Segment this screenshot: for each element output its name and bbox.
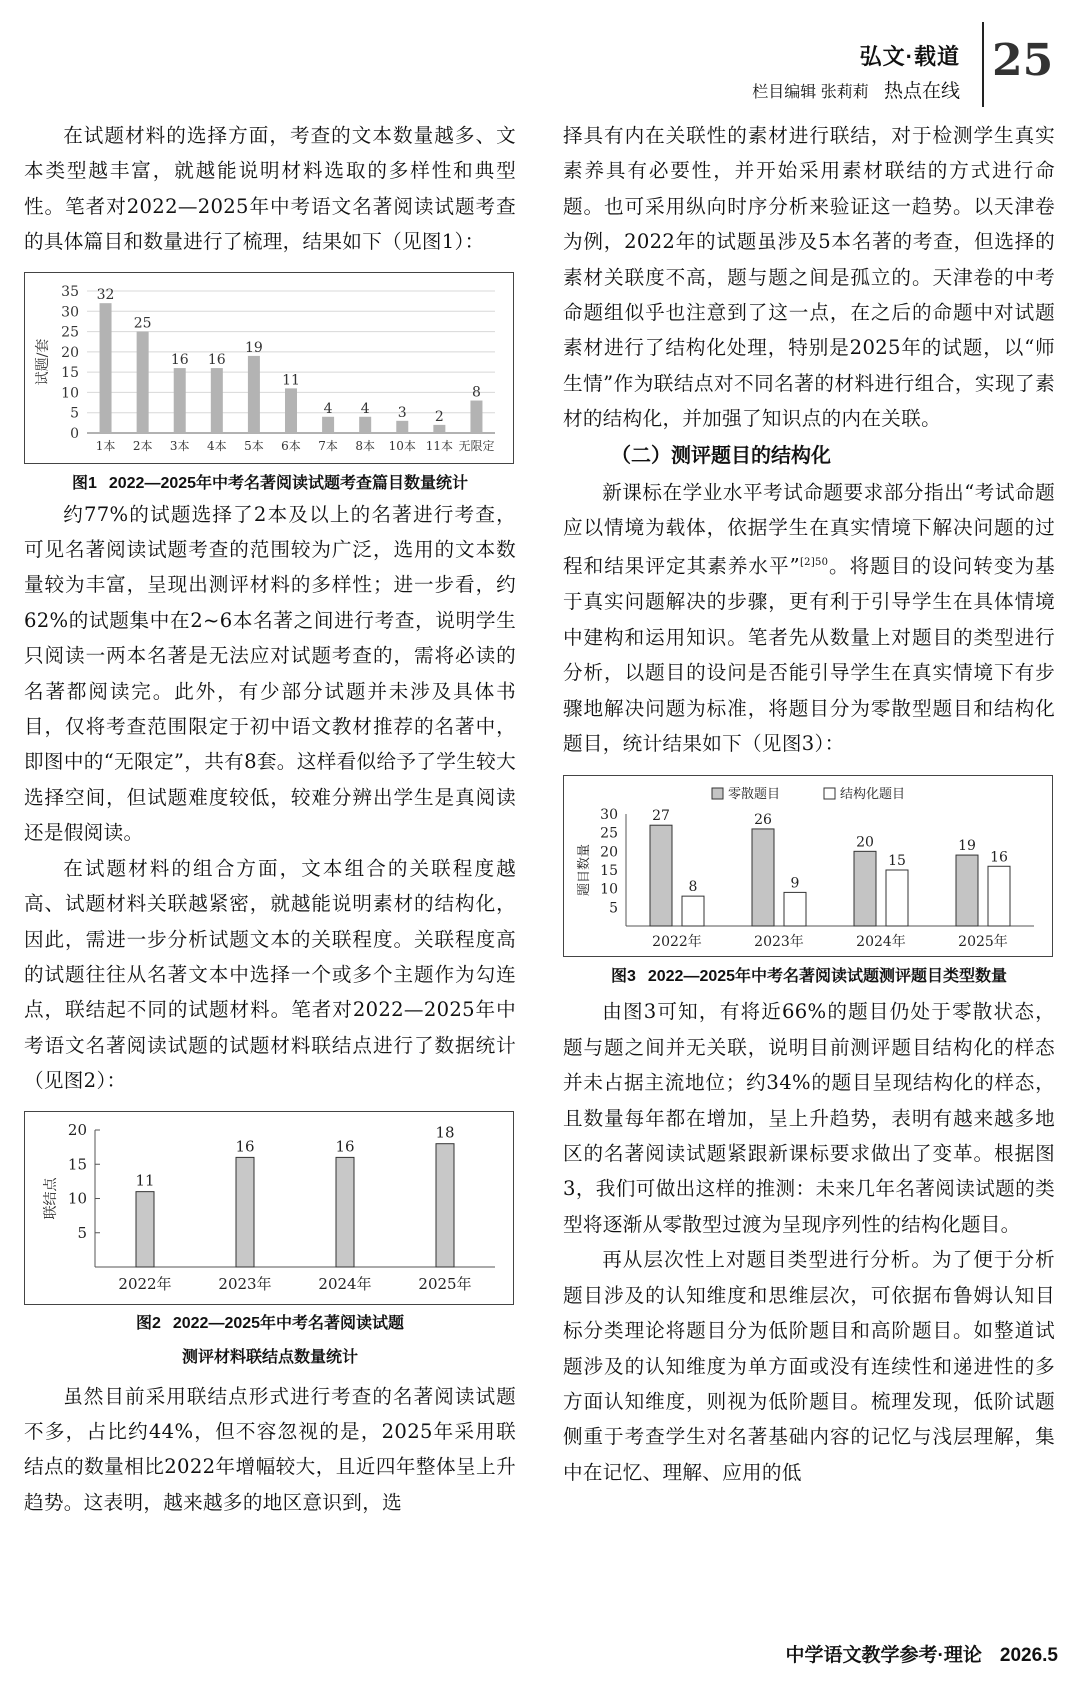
legend-swatch bbox=[824, 788, 835, 799]
data-label: 11 bbox=[282, 371, 300, 388]
bar bbox=[784, 893, 806, 927]
paragraph: 在试题材料的组合方面，文本组合的关联程度越高、试题材料关联越紧密，就越能说明素材的结构化，因此，需进一步分析试题文本的关联程度。关联程度高的试题往往从名著文本中选择一个或多个主题作为勾连点，联结起不同的试题材料。笔者对2022—2025年中考语文名著阅读试题的试题材料联结点进行了数据统计（见图2）： bbox=[24, 856, 516, 1093]
paragraph: 再从层次性上对题目类型进行分析。为了便于分析题目涉及的认知维度和思维层次，可依据布鲁姆认知目标分类理论将题目分为低阶题目和高阶题目。如整道试题涉及的认知维度为单方面或没有连续性和递进性的多方面认知维度，则视为低阶题目。梳理发现，低阶试题侧重于考查学生对名著基础内容的记忆与浅层理解，集中在记忆、理解、应用的低 bbox=[563, 1248, 1055, 1484]
editor-label: 栏目编辑 张莉莉 bbox=[752, 84, 869, 101]
y-axis-label: 题目数量 bbox=[577, 844, 592, 897]
page-number: 25 bbox=[992, 35, 1054, 86]
y-axis-label: 联结点 bbox=[43, 1177, 59, 1220]
figure-title-line1: 2022—2025年中考名著阅读试题 bbox=[172, 1314, 405, 1332]
data-label: 27 bbox=[652, 808, 670, 825]
x-tick-label: 5本 bbox=[244, 438, 264, 453]
bar bbox=[988, 867, 1010, 927]
x-tick-label: 2本 bbox=[132, 438, 153, 453]
figure-number: 图2 bbox=[135, 1314, 161, 1332]
y-tick-label: 20 bbox=[600, 844, 618, 861]
paragraph bbox=[563, 475, 1055, 762]
bar bbox=[211, 368, 223, 433]
right-column bbox=[563, 118, 1055, 1490]
paragraph: 虽然目前采用联结点形式进行考查的名著阅读试题不多，占比约44%，但不容忽视的是，2025年采用联结点的数量相比2022年增幅较大，且近四年整体呈上升趋势。这表明，越来越多的地区意识到，选 bbox=[24, 1384, 516, 1514]
figure-3-caption bbox=[563, 963, 1055, 986]
y-tick-label: 20 bbox=[67, 1120, 87, 1139]
bar bbox=[470, 400, 482, 432]
y-tick-label: 15 bbox=[67, 1154, 87, 1173]
bar bbox=[137, 331, 149, 432]
data-label: 4 bbox=[360, 400, 370, 417]
y-tick-label: 5 bbox=[77, 1223, 87, 1242]
figure-title-line2: 测评材料联结点数量统计 bbox=[181, 1348, 358, 1366]
data-label: 19 bbox=[958, 838, 976, 855]
x-tick-label: 2024年 bbox=[856, 934, 906, 951]
bar bbox=[136, 1191, 154, 1266]
figure-1-caption bbox=[24, 470, 516, 493]
paragraph: 择具有内在关联性的素材进行联结，对于检测学生真实素养具有必要性，并开始采用素材联结的方式进行命题。也可采用纵向时序分析来验证这一趋势。以天津卷为例，2022年的试题虽涉及5本名著的考查，但选择的素材关联度不高，题与题之间是孤立的。天津卷的中考命题组似乎也注意到了这一点，在之后的命题中对试题素材进行了结构化处理，特别是2025年的试题，以“师生情”作为联结点对不同名著的材料进行组合，实现了素材的结构化，并加强了知识点的内在关联。 bbox=[563, 124, 1055, 431]
figure-1-chart bbox=[24, 272, 514, 464]
paragraph-part: 新课标在学业水平考试命题要求部分指出“考试命题应以情境为载体，依据学生在真实情境下解决问题的过程和结果评定其素养水平” bbox=[563, 480, 1055, 578]
data-label: 2 bbox=[434, 408, 444, 425]
footer bbox=[786, 1640, 1058, 1667]
x-tick-label: 2024年 bbox=[318, 1274, 372, 1293]
y-tick-label: 30 bbox=[600, 807, 618, 824]
legend-label: 结构化题目 bbox=[840, 787, 906, 803]
x-tick-label: 6本 bbox=[281, 438, 301, 453]
x-tick-label: 11本 bbox=[425, 438, 454, 453]
bar bbox=[100, 303, 112, 433]
data-label: 8 bbox=[688, 879, 698, 896]
y-tick-label: 15 bbox=[600, 863, 618, 880]
x-tick-label: 2025年 bbox=[418, 1274, 472, 1293]
x-tick-label: 2025年 bbox=[958, 934, 1008, 951]
bar bbox=[956, 856, 978, 927]
bar bbox=[854, 852, 876, 927]
bar bbox=[436, 1143, 454, 1266]
x-tick-label: 4本 bbox=[206, 438, 227, 453]
y-tick-label: 20 bbox=[61, 344, 79, 361]
bar bbox=[359, 416, 371, 432]
x-tick-label: 3本 bbox=[169, 438, 190, 453]
bar bbox=[174, 368, 186, 433]
data-label: 16 bbox=[207, 351, 226, 368]
x-tick-label: 无限定 bbox=[458, 438, 495, 453]
figure-2-svg bbox=[25, 1112, 513, 1304]
figure-1-svg bbox=[25, 273, 513, 463]
y-tick-label: 5 bbox=[609, 900, 618, 917]
y-tick-label: 10 bbox=[600, 882, 618, 899]
figure-3-svg bbox=[564, 776, 1052, 956]
paragraph: 在试题材料的选择方面，考查的文本数量越多、文本类型越丰富，就越能说明材料选取的多样性和典型性。笔者对2022—2025年中考语文名著阅读试题考查的具体篇目和数量进行了梳理，结果如下（见图1）： bbox=[24, 124, 516, 254]
issue-date: 2026.5 bbox=[999, 1645, 1058, 1666]
bar bbox=[650, 826, 672, 927]
data-label: 16 bbox=[990, 849, 1008, 866]
journal-name: 中学语文教学参考·理论 bbox=[785, 1645, 982, 1666]
x-tick-label: 1本 bbox=[95, 438, 116, 453]
x-tick-label: 10本 bbox=[388, 438, 416, 453]
data-label: 15 bbox=[888, 853, 906, 870]
y-tick-label: 30 bbox=[61, 303, 79, 320]
y-tick-label: 0 bbox=[70, 425, 79, 442]
y-tick-label: 10 bbox=[61, 385, 79, 402]
data-label: 9 bbox=[790, 875, 800, 892]
y-tick-label: 25 bbox=[61, 324, 79, 341]
data-label: 8 bbox=[471, 384, 481, 401]
data-label: 16 bbox=[170, 351, 189, 368]
data-label: 16 bbox=[235, 1136, 255, 1155]
bar bbox=[682, 897, 704, 927]
data-label: 26 bbox=[754, 812, 772, 829]
x-tick-label: 8本 bbox=[355, 438, 376, 453]
x-tick-label: 7本 bbox=[318, 438, 338, 453]
bar bbox=[248, 356, 260, 433]
bar bbox=[236, 1157, 254, 1267]
data-label: 11 bbox=[135, 1171, 155, 1190]
legend-label: 零散题目 bbox=[728, 787, 781, 803]
y-tick-label: 35 bbox=[61, 283, 79, 300]
y-tick-label: 5 bbox=[70, 405, 79, 422]
data-label: 18 bbox=[435, 1123, 455, 1142]
citation: [2]50 bbox=[799, 557, 829, 569]
header-divider bbox=[982, 22, 984, 107]
figure-title: 2022—2025年中考名著阅读试题考查篇目数量统计 bbox=[108, 474, 469, 492]
data-label: 32 bbox=[96, 286, 115, 303]
x-tick-label: 2022年 bbox=[652, 934, 702, 951]
bar bbox=[886, 870, 908, 926]
data-label: 25 bbox=[133, 315, 152, 332]
data-label: 4 bbox=[323, 400, 333, 417]
data-label: 20 bbox=[856, 834, 874, 851]
figure-number: 图1 bbox=[71, 474, 97, 492]
y-axis-label: 试题/套 bbox=[35, 338, 51, 385]
paragraph: 约77%的试题选择了2本及以上的名著进行考查，可见名著阅读试题考查的范围较为广泛，选用的文本数量较为丰富，呈现出测评材料的多样性；进一步看，约62%的试题集中在2~6本名著之间进行考查，说明学生只阅读一两本名著是无法应对试题考查的，需将必读的名著都阅读完。此外，有少部分试题并未涉及具体书目，仅将考查范围限定于初中语文教材推荐的名著中，即图中的“无限定”，共有8套。这样看似给予了学生较大选择空间，但试题难度较低，较难分辨出学生是真阅读还是假阅读。 bbox=[24, 502, 516, 845]
y-tick-label: 25 bbox=[600, 826, 618, 843]
data-label: 19 bbox=[244, 339, 263, 356]
data-label: 3 bbox=[397, 404, 407, 421]
bar bbox=[396, 420, 408, 432]
data-label: 16 bbox=[335, 1136, 355, 1155]
x-tick-label: 2023年 bbox=[218, 1274, 272, 1293]
left-column bbox=[24, 118, 516, 1520]
paragraph-part: 。将题目的设问转变为基于真实问题解决的步骤，更有利于引导学生在具体情境中建构和运用知识。笔者先从数量上对题目的类型进行分析，以题目的设问是否能引导学生在真实情境下有步骤地解决问题为标准，将题目分为零散型题目和结构化题目，统计结果如下（见图3）： bbox=[563, 555, 1055, 756]
y-tick-label: 15 bbox=[61, 364, 79, 381]
section-heading: （二）测评题目的结构化 bbox=[611, 444, 831, 467]
figure-number: 图3 bbox=[610, 968, 636, 986]
column-subheader bbox=[752, 76, 960, 103]
y-tick-label: 10 bbox=[67, 1189, 87, 1208]
section-name: 热点在线 bbox=[883, 81, 960, 102]
figure-3-chart bbox=[563, 775, 1053, 957]
figure-title: 2022—2025年中考名著阅读试题测评题目类型数量 bbox=[647, 968, 1008, 986]
bar bbox=[433, 425, 445, 433]
bar bbox=[285, 388, 297, 433]
bar bbox=[322, 416, 334, 432]
legend-swatch bbox=[712, 788, 723, 799]
figure-2-chart bbox=[24, 1111, 514, 1305]
bar bbox=[752, 829, 774, 926]
bar bbox=[336, 1157, 354, 1267]
column-title: 弘文·载道 bbox=[859, 44, 960, 69]
paragraph: 由图3可知，有将近66%的题目仍处于零散状态，题与题之间并无关联，说明目前测评题目结构化的样态并未占据主流地位；约34%的题目呈现结构化的样态，且数量每年都在增加，呈上升趋势，表明有越来越多地区的名著阅读试题紧跟新课标要求做出了变革。根据图3，我们可做出这样的推测：未来几年名著阅读试题的类型将逐渐从零散型过渡为呈现序列性的结构化题目。 bbox=[563, 1000, 1055, 1236]
figure-2-caption bbox=[24, 1307, 516, 1375]
x-tick-label: 2022年 bbox=[118, 1274, 172, 1293]
x-tick-label: 2023年 bbox=[754, 934, 804, 951]
